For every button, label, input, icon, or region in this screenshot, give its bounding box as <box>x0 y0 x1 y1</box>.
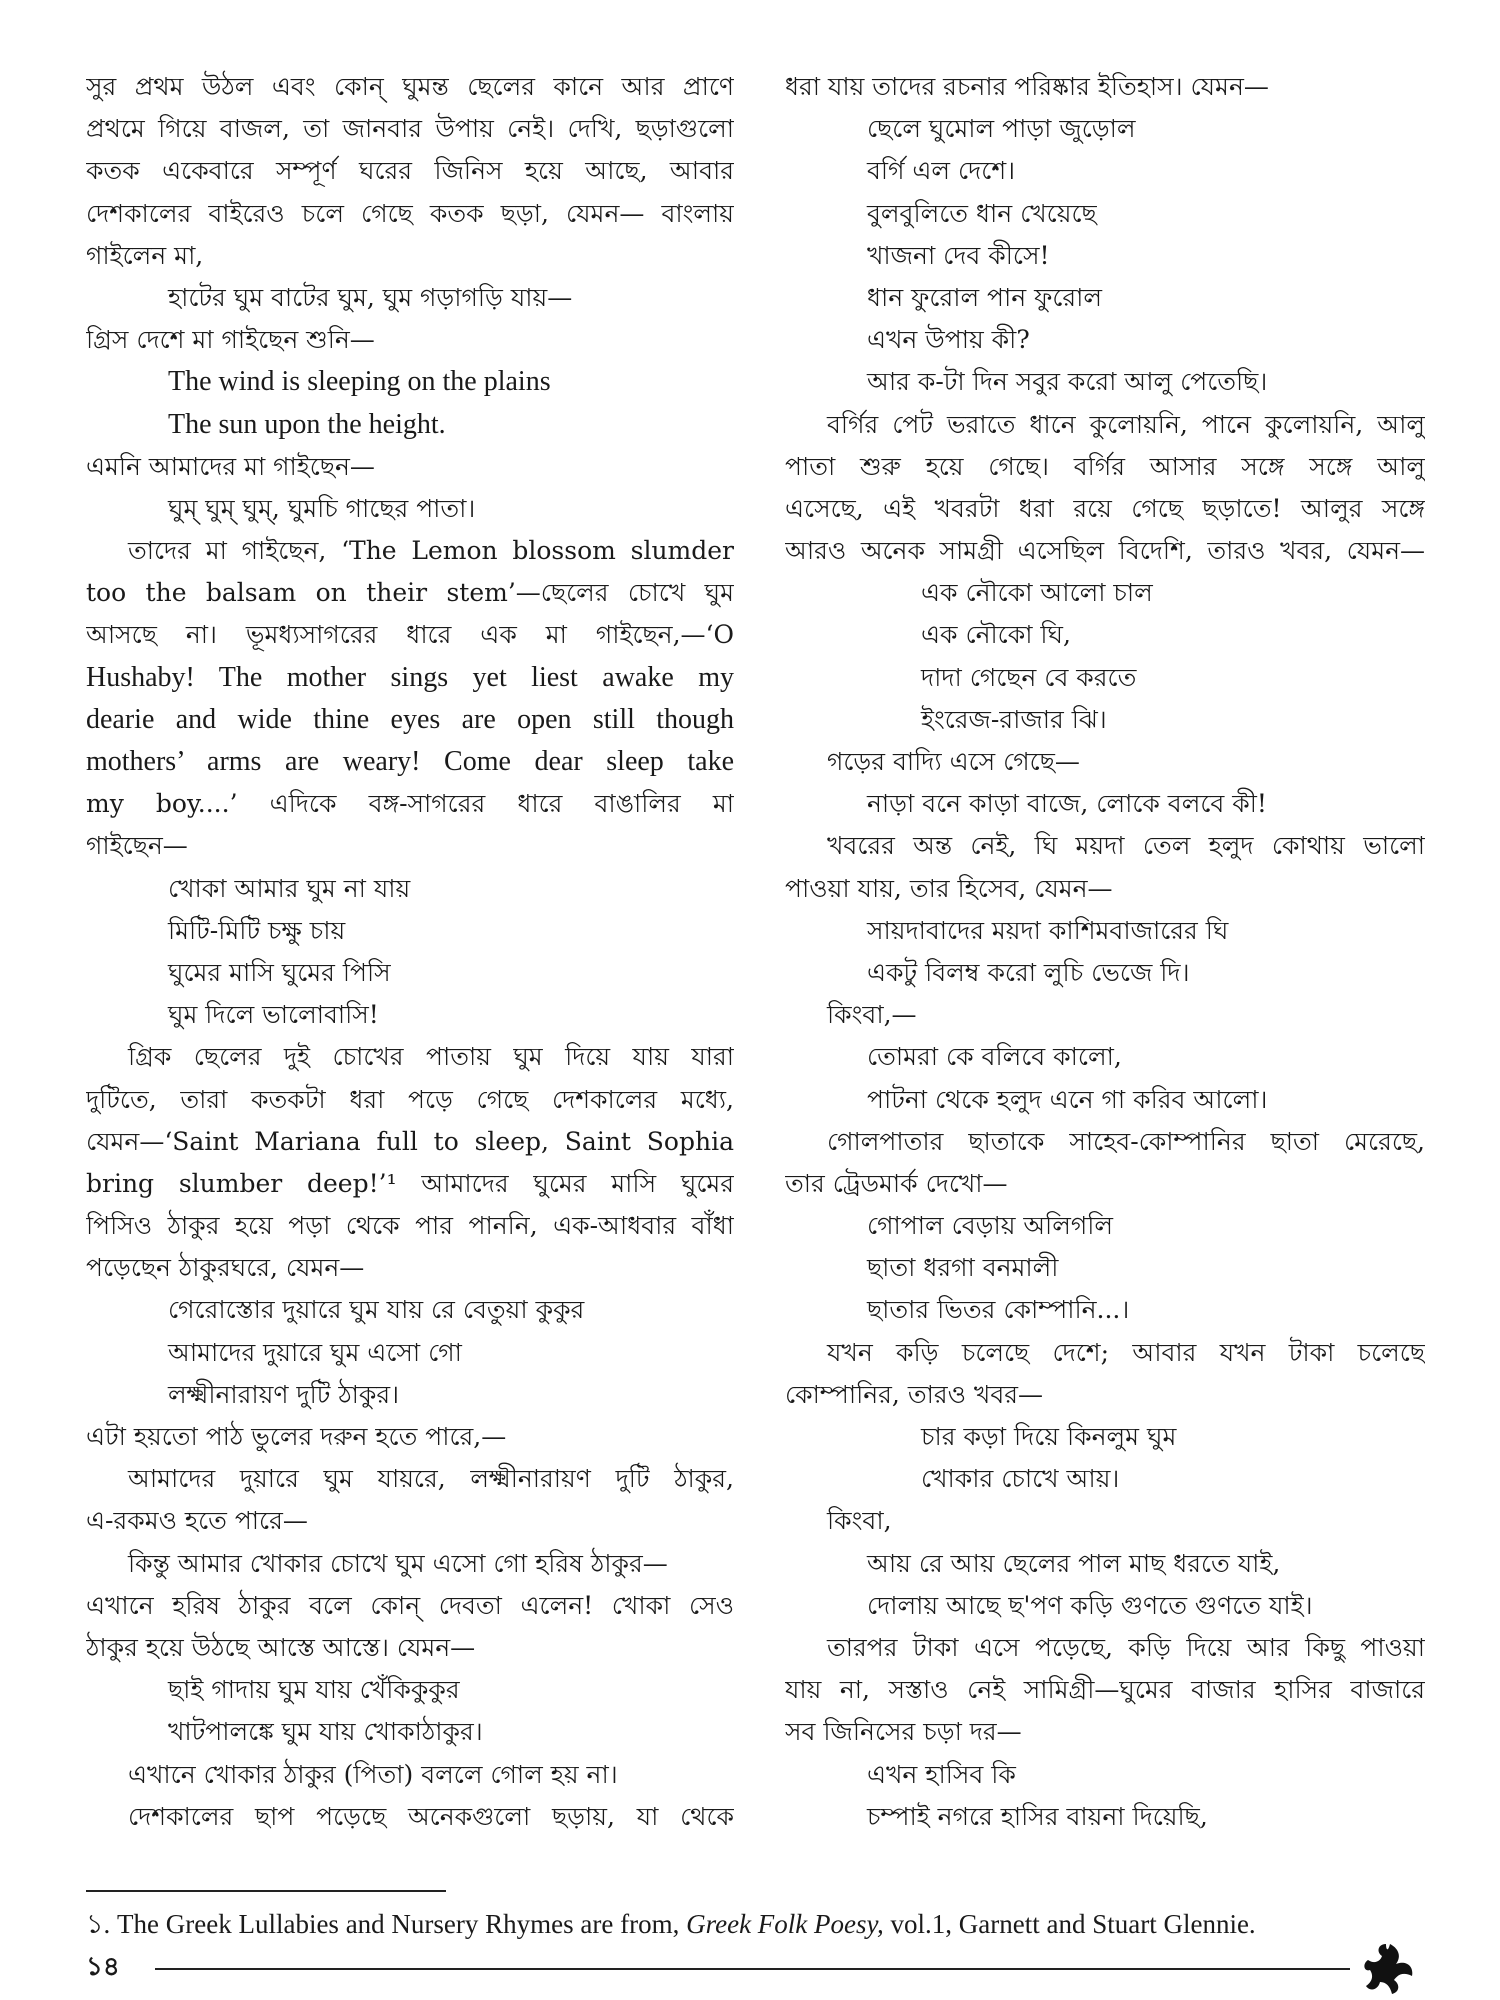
text-line: কতক একেবারে সম্পূর্ণ ঘরের জিনিস হয়ে আছে, আবার <box>86 156 734 186</box>
text-line: পাটনা থেকে হলুদ এনে গা করিব আলো। <box>867 1084 1268 1114</box>
text-line: বুলবুলিতে ধান খেয়েছে <box>867 198 1097 228</box>
text-line: এ-রকমও হতে পারে— <box>86 1506 308 1536</box>
text-line: ধান ফুরোল পান ফুরোল <box>867 282 1103 312</box>
text-line: আরও অনেক সামগ্রী এসেছিল বিদেশি, তারও খবর, যেমন— <box>785 536 1425 566</box>
footnote-rule <box>86 1890 446 1892</box>
text-line: ছাই গাদায় ঘুম যায় খেঁকিকুকুর <box>168 1675 460 1705</box>
text-line: ধরা যায় তাদের রচনার পরিষ্কার ইতিহাস। যেমন— <box>785 72 1269 101</box>
text-line: ঘুম দিলে ভালোবাসি! <box>168 1000 379 1030</box>
bottom-rule <box>155 1968 1350 1970</box>
text-line: গাইলেন মা, <box>86 240 204 270</box>
text-line: এখন উপায় কী? <box>867 325 1030 355</box>
text-line: dearie and wide thine eyes are open still though <box>86 703 734 735</box>
text-line: কিংবা,— <box>827 1000 917 1030</box>
text-line: যখন কড়ি চলেছে দেশে; আবার যখন টাকা চলেছে <box>827 1337 1425 1367</box>
text-line: একটু বিলম্ব করো লুচি ভেজে দি। <box>867 957 1190 987</box>
text-line: দুটিতে, তারা কতকটা ধরা পড়ে গেছে দেশকালের মধ্যে, <box>86 1084 734 1114</box>
text-line: তারপর টাকা এসে পড়েছে, কড়ি দিয়ে আর কিছু পাওয়া <box>827 1632 1425 1662</box>
text-line: আসছে না। ভূমধ্যসাগরের ধারে এক মা গাইছেন,—‘O <box>86 620 734 650</box>
text-line: কিংবা, <box>827 1506 892 1536</box>
text-line: এক নৌকো ঘি, <box>921 620 1071 650</box>
leaf-flourish-icon <box>1360 1936 1420 1996</box>
text-line: খবরের অন্ত নেই, ঘি ময়দা তেল হলুদ কোথায় ভালো <box>827 831 1425 861</box>
text-line: গোপাল বেড়ায় অলিগলি <box>867 1211 1113 1241</box>
right-column <box>785 66 1425 1838</box>
text-line: এখানে হরিষ ঠাকুর বলে কোন্ দেবতা এলেন! খোকা সেও <box>86 1590 734 1620</box>
text-line: পিসিও ঠাকুর হয়ে পড়া থেকে পার পাননি, এক-আধবার বাঁধা <box>86 1211 734 1241</box>
text-line: খোকার চোখে আয়। <box>921 1464 1120 1494</box>
left-column <box>86 66 734 1838</box>
text-line: চম্পাই নগরে হাসির বায়না দিয়েছি, <box>867 1801 1208 1831</box>
text-line: পড়েছেন ঠাকুরঘরে, যেমন— <box>86 1253 365 1283</box>
text-line: পাতা শুরু হয়ে গেছে। বর্গির আসার সঙ্গে সঙ্গে আলু <box>785 451 1425 481</box>
text-line: ছাতার ভিতর কোম্পানি...। <box>867 1295 1130 1325</box>
text-line: নাড়া বনে কাড়া বাজে, লোকে বলবে কী! <box>867 789 1267 819</box>
text-line: এসেছে, এই খবরটা ধরা রয়ে গেছে ছড়াতে! আলুর সঙ্গে <box>785 493 1425 523</box>
text-line: mothers’ arms are weary! Come dear sleep take <box>86 746 734 777</box>
text-line: এক নৌকো আলো চাল <box>921 578 1153 608</box>
text-line: মিটি-মিটি চক্ষু চায় <box>168 915 346 945</box>
footnote-title: Greek Folk Poesy, <box>686 1909 884 1939</box>
text-line: তোমরা কে বলিবে কালো, <box>867 1042 1122 1072</box>
text-line: আয় রে আয় ছেলের পাল মাছ ধরতে যাই, <box>867 1548 1281 1578</box>
text-line: ইংরেজ-রাজার ঝি। <box>921 704 1107 734</box>
text-line: দেশকালের ছাপ পড়েছে অনেকগুলো ছড়ায়, যা থেকে <box>128 1801 734 1831</box>
text-line: দেশকালের বাইরেও চলে গেছে কতক ছড়া, যেমন— বাংলায় <box>86 198 734 228</box>
text-line: Hushaby! The mother sings yet liest awake my <box>86 661 734 693</box>
text-line: কিন্তু আমার খোকার চোখে ঘুম এসো গো হরিষ ঠাকুর— <box>128 1548 668 1578</box>
text-line: গোলপাতার ছাতাকে সাহেব-কোম্পানির ছাতা মেরেছে, <box>827 1126 1425 1156</box>
text-line: প্রথমে গিয়ে বাজল, তা জানবার উপায় নেই। দেখি, ছড়াগুলো <box>86 114 734 144</box>
text-line: too the balsam on their stem’—ছেলের চোখে ঘুম <box>86 578 734 608</box>
text-line: ঠাকুর হয়ে উঠছে আস্তে আস্তে। যেমন— <box>86 1632 476 1662</box>
text-line: The sun upon the height. <box>168 408 446 440</box>
text-line: এখন হাসিব কি <box>867 1759 1016 1789</box>
text-line: বর্গি এল দেশে। <box>867 156 1016 186</box>
footnote-text: The Greek Lullabies and Nursery Rhymes are from, <box>117 1909 687 1939</box>
text-line: সব জিনিসের চড়া দর— <box>785 1717 1022 1747</box>
text-line: গাইছেন— <box>86 831 188 861</box>
footnote <box>86 1906 1426 1942</box>
text-line: সুর প্রথম উঠল এবং কোন্ ঘুমন্ত ছেলের কানে আর প্রাণে <box>86 72 734 101</box>
text-line: গ্রিস দেশে মা গাইছেন শুনি— <box>86 325 375 355</box>
text-line: The wind is sleeping on the plains <box>168 366 551 398</box>
text-line: আর ক-টা দিন সবুর করো আলু পেতেছি। <box>867 367 1268 397</box>
text-line: এখানে খোকার ঠাকুর (পিতা) বললে গোল হয় না। <box>128 1759 618 1789</box>
text-line: ঘুমের মাসি ঘুমের পিসি <box>168 957 391 987</box>
footnote-source: vol.1, Garnett and Stuart Glennie. <box>883 1909 1256 1939</box>
text-line: তার ট্রেডমার্ক দেখো— <box>785 1168 1008 1198</box>
text-line: my boy....’ এদিকে বঙ্গ-সাগরের ধারে বাঙালির মা <box>86 789 734 819</box>
text-line: কোম্পানির, তারও খবর— <box>785 1379 1044 1409</box>
text-line: লক্ষ্মীনারায়ণ দুটি ঠাকুর। <box>168 1379 400 1409</box>
text-line: বর্গির পেট ভরাতে ধানে কুলোয়নি, পানে কুলোয়নি, আলু <box>827 409 1425 439</box>
text-line: খাটপালঙ্কে ঘুম যায় খোকাঠাকুর। <box>168 1717 483 1747</box>
text-line: খাজনা দেব কীসে! <box>867 240 1050 270</box>
text-line: এটা হয়তো পাঠ ভুলের দরুন হতে পারে,— <box>86 1422 507 1451</box>
text-line: খোকা আমার ঘুম না যায় <box>168 873 411 903</box>
text-line: যেমন—‘Saint Mariana full to sleep, Saint Sophia <box>86 1126 734 1156</box>
text-line: চার কড়া দিয়ে কিনলুম ঘুম <box>921 1422 1177 1451</box>
text-line: দাদা গেছেন বে করতে <box>921 662 1137 692</box>
text-line: ছেলে ঘুমোল পাড়া জুড়োল <box>867 114 1136 144</box>
text-line: হাটের ঘুম বাটের ঘুম, ঘুম গড়াগড়ি যায়— <box>168 282 573 312</box>
text-line: পাওয়া যায়, তার হিসেব, যেমন— <box>785 873 1113 903</box>
text-line: সায়দাবাদের ময়দা কাশিমবাজারের ঘি <box>867 915 1229 945</box>
text-line: তাদের মা গাইছেন, ‘The Lemon blossom slumder <box>128 536 734 566</box>
page-number: ১৪ <box>86 1952 120 1982</box>
text-line: আমাদের দুয়ারে ঘুম এসো গো <box>168 1337 462 1367</box>
text-line: ঘুম্ ঘুম্ ঘুম্, ঘুমচি গাছের পাতা। <box>168 493 476 523</box>
text-line: গেরোস্তোর দুয়ারে ঘুম যায় রে বেতুয়া কুকুর <box>168 1295 585 1325</box>
text-line: গ্রিক ছেলের দুই চোখের পাতায় ঘুম দিয়ে যায় যারা <box>128 1042 734 1072</box>
text-line: গড়ের বাদ্যি এসে গেছে— <box>827 747 1080 776</box>
text-line: আমাদের দুয়ারে ঘুম যায়রে, লক্ষ্মীনারায়ণ দুটি ঠাকুর, <box>128 1464 734 1494</box>
text-line: যায় না, সস্তাও নেই সামিগ্রী—ঘুমের বাজার হাসির বাজারে <box>785 1675 1425 1705</box>
text-line: এমনি আমাদের মা গাইছেন— <box>86 451 375 481</box>
text-line: ছাতা ধরগা বনমালী <box>867 1253 1059 1283</box>
text-line: bring slumber deep!’¹ আমাদের ঘুমের মাসি ঘুমের <box>86 1168 734 1198</box>
footnote-marker: ১. <box>86 1909 111 1939</box>
text-line: দোলায় আছে ছ'পণ কড়ি গুণতে গুণতে যাই। <box>867 1590 1313 1620</box>
